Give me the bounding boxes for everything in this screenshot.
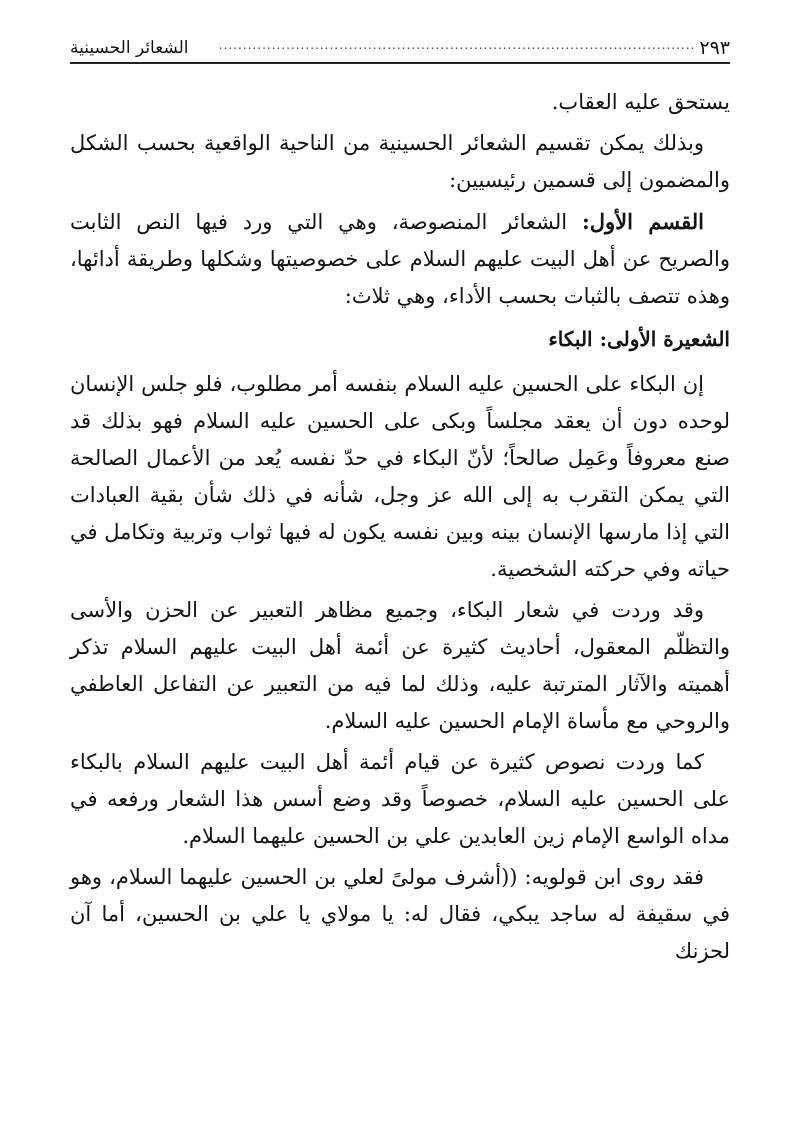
page-body: [70, 84, 730, 970]
running-title: الشعائر الحسينية: [70, 38, 189, 58]
page-header: [70, 28, 730, 58]
header-rule: [70, 62, 730, 64]
paragraph-3-text: الشعائر المنصوصة، وهي التي ورد فيها النص الثابت والصريح عن أهل البيت عليهم السلام على خصوصيتها وشكلها وطريقة أدائها، وهذه تتصف بالثبات بحسب الأداء، وهي ثلاث:: [70, 210, 730, 308]
paragraph-7: فقد روى ابن قولويه: ((أشرف مولىً لعلي بن الحسين عليهما السلام، وهو في سقيفة له ساجد يبكي، فقال له: يا مولاي يا علي بن الحسين، أما آن لحزنك: [70, 865, 730, 963]
header-leader-dots: ...................................................................................................: [218, 38, 696, 52]
paragraph-4: إن البكاء على الحسين عليه السلام بنفسه أمر مطلوب، فلو جلس الإنسان لوحده دون أن يعقد مجلساً وبكى على الحسين عليه السلام فهو بذلك قد صنع معروفاً وعَمِل صالحاً؛ لأنّ البكاء في حدّ نفسه يُعد من الأعمال الصالحة التي يمكن التقرب به إلى الله عز وجل، شأنه في ذلك شأن بقية العبادات التي إذا مارسها الإنسان بينه وبين نفسه يكون له فيها ثواب وتربية وتكامل في حياته وفي حركته الشخصية.: [70, 372, 730, 581]
paragraph-3: [70, 203, 730, 315]
paragraph-2: وبذلك يمكن تقسيم الشعائر الحسينية من الناحية الواقعية بحسب الشكل والمضمون إلى قسمين رئيسيين:: [70, 131, 730, 192]
page-number: ٢٩٣: [699, 37, 730, 59]
paragraph-6: كما وردت نصوص كثيرة عن قيام أئمة أهل البيت عليهم السلام بالبكاء على الحسين عليه السلام، خصوصاً وقد وضع أسس هذا الشعار ورفعه في مداه الواسع الإمام زين العابدين علي بن الحسين عليهما السلام.: [70, 750, 730, 848]
section-heading: الشعيرة الأولى: البكاء: [548, 327, 730, 351]
document-page: [70, 28, 730, 1118]
paragraph-1: يستحق عليه العقاب.: [551, 90, 730, 114]
section-label: القسم الأول:: [581, 209, 704, 234]
paragraph-5: وقد وردت في شعار البكاء، وجميع مظاهر التعبير عن الحزن والأسى والتظلّم المعقول، أحاديث كثيرة عن أئمة أهل البيت عليهم السلام تذكر أهميته والآثار المترتبة عليه، وذلك لما فيه من التعبير عن التفاعل العاطفي والروحي مع مأساة الإمام الحسين عليه السلام.: [70, 598, 730, 733]
